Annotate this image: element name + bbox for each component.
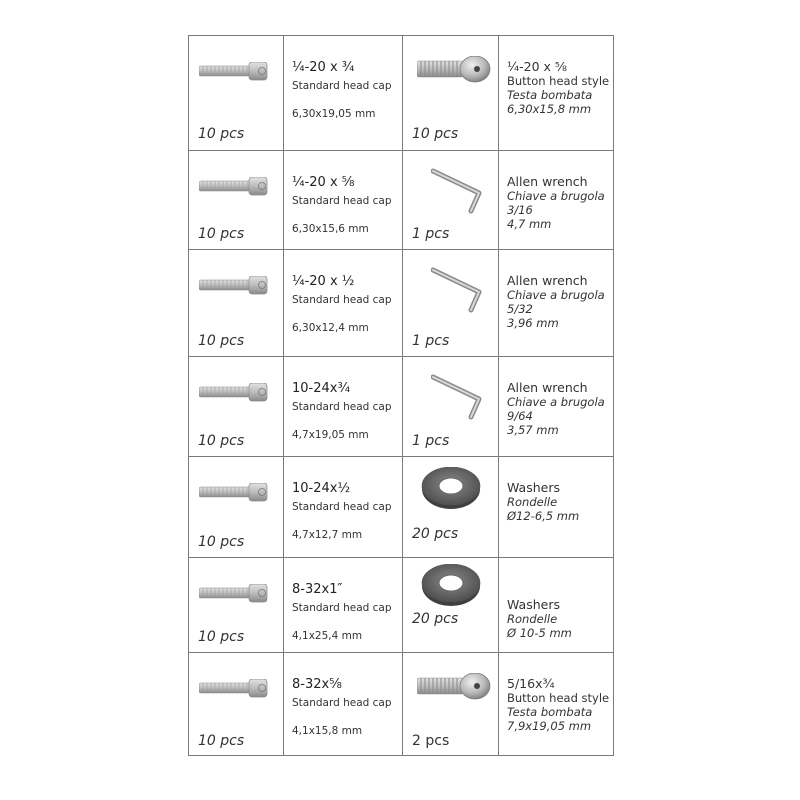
right-quantity: 20 pcs [412,526,459,542]
left-type: Standard head cap [292,195,392,207]
right-icon-cell [403,36,499,150]
left-type: Standard head cap [292,697,392,709]
left-spec-cell [284,653,403,756]
right-quantity: 1 pcs [412,333,450,349]
right-spec-cell [499,151,613,249]
left-icon-cell [189,250,284,356]
left-spec-cell [284,457,403,557]
button-head-screw-icon [417,673,493,721]
right-line-4: 4,7 mm [507,217,552,231]
right-icon-cell [403,250,499,356]
right-line-2: Chiave a brugola [507,189,605,203]
left-icon-cell [189,151,284,249]
right-quantity: 1 pcs [412,226,450,242]
right-quantity: 10 pcs [412,126,459,142]
left-dimensions: 6,30x15,6 mm [292,223,369,235]
socket-cap-screw-icon [199,177,271,199]
socket-cap-screw-icon [199,679,271,701]
table-row [189,249,613,356]
left-icon-cell [189,357,284,456]
table-row [189,456,613,557]
right-line-3: Testa bombata [507,88,593,102]
left-quantity: 10 pcs [198,226,245,242]
right-icon-cell [403,457,499,557]
right-icon-cell [403,151,499,249]
left-dimensions: 4,1x25,4 mm [292,630,363,642]
left-dimensions: 6,30x12,4 mm [292,322,369,334]
right-line-3: 3/16 [507,203,533,217]
button-head-screw-icon [417,56,493,104]
right-line-1: Allen wrench [507,380,588,395]
right-spec-cell [499,36,613,150]
washer-icon [421,564,497,612]
right-line-3: Ø12-6,5 mm [507,509,580,523]
left-size: 8-32x1″ [292,582,343,597]
socket-cap-screw-icon [199,383,271,405]
right-line-3: 9/64 [507,409,533,423]
right-line-3: Ø 10-5 mm [507,626,572,640]
left-spec-cell [284,357,403,456]
left-type: Standard head cap [292,294,392,306]
left-quantity: 10 pcs [198,433,245,449]
left-type: Standard head cap [292,401,392,413]
right-line-1: Washers [507,597,560,612]
socket-cap-screw-icon [199,276,271,298]
table-row [189,150,613,249]
right-line-2: Rondelle [507,612,558,626]
left-type: Standard head cap [292,80,392,92]
left-dimensions: 6,30x19,05 mm [292,108,376,120]
left-type: Standard head cap [292,501,392,513]
left-icon-cell [189,457,284,557]
right-line-2: Rondelle [507,495,558,509]
right-spec-cell [499,653,613,756]
left-dimensions: 4,7x12,7 mm [292,529,363,541]
right-line-3: 5/32 [507,302,533,316]
left-size: 10-24x¾ [292,381,351,396]
left-icon-cell [189,36,284,150]
left-quantity: 10 pcs [198,534,245,550]
hardware-kit-table [188,35,614,756]
left-quantity: 10 pcs [198,629,245,645]
right-line-4: 7,9x19,05 mm [507,719,592,733]
left-size: ¼-20 x ¾ [292,60,355,75]
table-row [189,36,613,150]
right-line-4: 6,30x15,8 mm [507,102,592,116]
left-size: 8-32x⅝ [292,677,342,692]
left-quantity: 10 pcs [198,333,245,349]
table-row [189,652,613,756]
right-line-2: Chiave a brugola [507,288,605,302]
right-line-1: Allen wrench [507,273,588,288]
right-line-4: 3,96 mm [507,316,559,330]
right-line-2: Button head style [507,74,610,88]
right-spec-cell [499,357,613,456]
table-row [189,557,613,652]
right-icon-cell [403,357,499,456]
allen-wrench-icon [431,373,507,421]
right-line-1: ¼-20 x ⅝ [507,59,567,74]
left-spec-cell [284,250,403,356]
left-quantity: 10 pcs [198,126,245,142]
left-spec-cell [284,151,403,249]
washer-icon [421,467,497,515]
allen-wrench-icon [431,266,507,314]
right-spec-cell [499,457,613,557]
right-quantity: 20 pcs [412,611,459,627]
left-spec-cell [284,558,403,652]
right-line-1: Allen wrench [507,174,588,189]
right-spec-cell [499,250,613,356]
right-line-1: Washers [507,480,560,495]
table-row [189,356,613,456]
socket-cap-screw-icon [199,584,271,606]
left-dimensions: 4,7x19,05 mm [292,429,369,441]
right-quantity: 2 pcs [412,733,450,749]
socket-cap-screw-icon [199,62,271,84]
socket-cap-screw-icon [199,483,271,505]
right-line-3: Testa bombata [507,705,593,719]
right-icon-cell [403,653,499,756]
right-icon-cell [403,558,499,652]
right-spec-cell [499,558,613,652]
left-spec-cell [284,36,403,150]
right-line-2: Button head style [507,691,610,705]
right-line-4: 3,57 mm [507,423,559,437]
left-quantity: 10 pcs [198,733,245,749]
left-icon-cell [189,558,284,652]
left-icon-cell [189,653,284,756]
right-line-1: 5/16x¾ [507,676,555,691]
left-type: Standard head cap [292,602,392,614]
left-dimensions: 4,1x15,8 mm [292,725,363,737]
allen-wrench-icon [431,167,507,215]
left-size: ¼-20 x ⅝ [292,175,355,190]
right-line-2: Chiave a brugola [507,395,605,409]
left-size: 10-24x½ [292,481,351,496]
right-quantity: 1 pcs [412,433,450,449]
left-size: ¼-20 x ½ [292,274,355,289]
